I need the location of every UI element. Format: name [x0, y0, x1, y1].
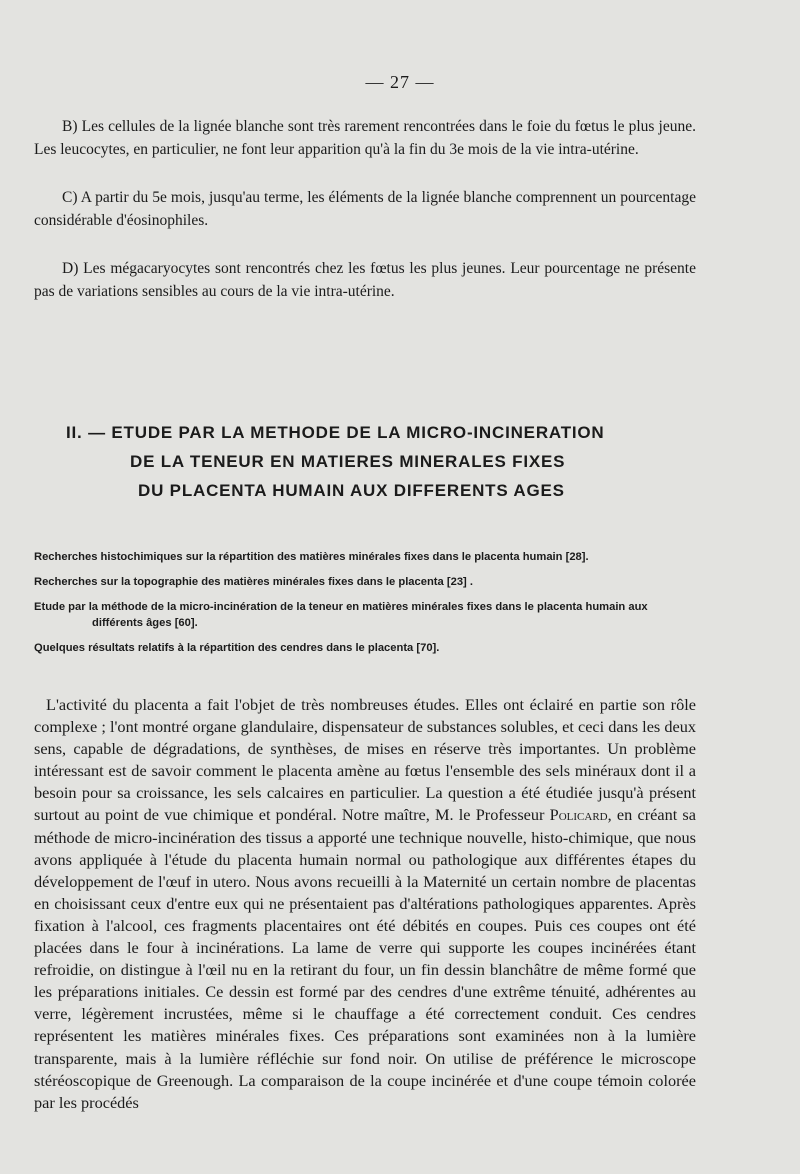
body-text-part-2: , en créant sa méthode de micro-incinération des tissus a apporté une technique nouvelle, histo-chimique, que nous avons appliquée à l'étude du placenta humain normal ou pathologique aux différentes étapes du développement de l'œuf in utero. Nous avons recueilli à la Maternité un certain nombre de placentas en choisissant ceux d'entre eux qui ne présentaient pas d'altérations pathologiques apparentes. Après fixation à l'alcool, ces fragments placentaires ont été débités en coupes. Puis ces coupes ont été placées dans le four à incinérations. La lame de verre qui supporte les coupes incinérées étant refroidie, on distingue à l'œil nu en la retirant du four, un fin dessin blanchâtre de même formé que les préparations initiales. Ce dessin est formé par des cendres d'une extrême ténuité, adhérentes au verre, légèrement incrustées, même si le chauffage a été correctement conduit. Ces cendres représentent les matières minérales fixes. Ces préparations sont examinées non à la lumière transparente, mais à la lumière réfléchie sur fond noir. On utilise de préférence le microscope stéréoscopique de Greenough. La comparaison de la coupe incinérée et d'une coupe témoin colorée par les procédés — [34, 805, 696, 1112]
section-heading-line-1: II. — ETUDE PAR LA METHODE DE LA MICRO-INCINERATION — [66, 423, 605, 442]
reference-item: Recherches histochimiques sur la répartition des matières minérales fixes dans le placenta humain [28]. — [34, 551, 589, 563]
section-heading-line-2: DE LA TENEUR EN MATIERES MINERALES FIXES — [130, 452, 566, 471]
body-paragraph — [34, 694, 696, 1114]
reference-item: Quelques résultats relatifs à la répartition des cendres dans le placenta [70]. — [34, 642, 440, 654]
body-text-part-1: L'activité du placenta a fait l'objet de très nombreuses études. Elles ont éclairé en partie son rôle complexe ; l'ont montré organe glandulaire, dispensateur de substances solubles, et ceci dans les deux sens, capable de dégradations, de synthèses, de mises en réserve très importantes. Un problème intéressant est de savoir comment le placenta amène au fœtus l'ensemble des sels minéraux dont il a besoin pour sa croissance, les sels calcaires en particulier. La question a été étudiée jusqu'à présent surtout au point de vue chimique et pondéral. Notre maître, M. le Professeur — [34, 695, 696, 825]
paragraph-b: B) Les cellules de la lignée blanche sont très rarement rencontrées dans le foie du fœtus le plus jeune. Les leucocytes, en particulier, ne font leur apparition qu'à la fin du 3e mois de la vie intra-utérine. — [34, 118, 696, 158]
paragraph-d: D) Les mégacaryocytes sont rencontrés chez les fœtus les plus jeunes. Leur pourcentage ne présente pas de variations sensibles au cours de la vie intra-utérine. — [34, 260, 696, 300]
reference-list — [34, 549, 696, 665]
author-name: Policard — [549, 805, 608, 825]
paragraph-c: C) A partir du 5e mois, jusqu'au terme, les éléments de la lignée blanche comprennent un pourcentage considérable d'éosinophiles. — [34, 189, 696, 229]
intro-section — [34, 116, 696, 329]
section-heading-line-3: DU PLACENTA HUMAIN AUX DIFFERENTS AGES — [138, 481, 565, 500]
section-heading — [66, 418, 706, 505]
reference-item: Recherches sur la topographie des matières minérales fixes dans le placenta [23] . — [34, 576, 473, 588]
body-paragraph-text — [34, 694, 696, 1114]
page-number: — 27 — — [365, 72, 435, 92]
reference-item: Etude par la méthode de la micro-incinération de la teneur en matières minérales fixes dans le placenta humain aux différents âges [60]. — [34, 601, 648, 629]
